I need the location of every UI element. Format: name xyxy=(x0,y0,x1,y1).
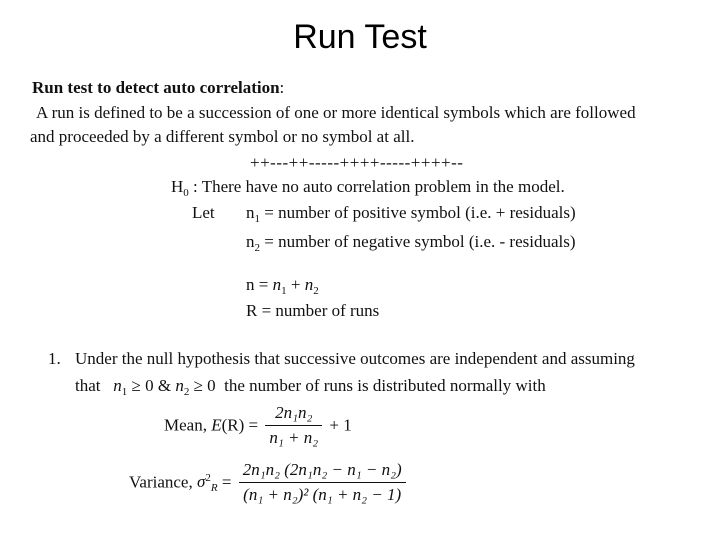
n2-symbol: n xyxy=(246,232,255,251)
n1-definition xyxy=(246,203,576,225)
mean-formula xyxy=(164,403,352,448)
condition-n1: n xyxy=(113,376,122,395)
n-sum-term-b-sub: 2 xyxy=(313,285,319,297)
condition-n1-relation: ≥ 0 & xyxy=(131,376,172,395)
slide-title: Run Test xyxy=(293,18,427,56)
mean-func: E xyxy=(211,415,222,435)
run-sequence: ++---++-----++++-----++++-- xyxy=(250,153,464,172)
let-label: Let xyxy=(192,203,215,222)
n-sum-term-a: n xyxy=(272,275,282,294)
condition-n1-sub: 1 xyxy=(121,386,128,398)
variance-label: Variance, xyxy=(129,472,193,492)
intro-heading-colon: : xyxy=(279,78,285,97)
mean-fraction xyxy=(265,403,322,448)
n1-text: = number of positive symbol (i.e. + residuals) xyxy=(264,203,576,222)
mean-arg: (R) = xyxy=(221,415,259,435)
n1-symbol: n xyxy=(246,203,255,222)
n2-text: = number of negative symbol (i.e. - residuals) xyxy=(264,232,576,251)
intro-heading: Run test to detect auto correlation xyxy=(32,78,280,97)
variance-symbol-sup: 2 xyxy=(205,471,211,484)
n1-symbol-sub: 1 xyxy=(254,213,260,225)
mean-denominator: n₁ + n₂ xyxy=(269,428,319,447)
intro-line-1: A run is defined to be a succession of one or more identical symbols which are followed xyxy=(36,103,636,122)
intro-heading-line xyxy=(32,78,284,98)
n-sum-lhs: n = xyxy=(246,275,269,294)
point-1-line-2-rest: the number of runs is distributed normally with xyxy=(224,376,546,395)
variance-fraction xyxy=(239,460,406,505)
hypothesis-text: : There have no auto correlation problem in the model. xyxy=(193,177,565,196)
variance-symbol-sub: R xyxy=(210,481,218,494)
point-1-line-2 xyxy=(75,376,546,398)
condition-n2-sub: 2 xyxy=(183,386,190,398)
point-1-that: that xyxy=(75,376,101,395)
condition-n2: n xyxy=(175,376,184,395)
mean-label: Mean, xyxy=(164,415,207,435)
point-1-number: 1. xyxy=(48,349,61,368)
n-sum-definition xyxy=(246,275,319,297)
variance-eq: = xyxy=(221,472,232,492)
n-sum-term-b: n xyxy=(304,275,314,294)
hypothesis-label-sub: 0 xyxy=(183,187,189,199)
intro-line-2: and proceeded by a different symbol or no symbol at all. xyxy=(30,127,415,146)
variance-denominator: (n₁ + n₂)² (n₁ + n₂ − 1) xyxy=(243,485,402,504)
n2-symbol-sub: 2 xyxy=(254,242,260,254)
variance-formula xyxy=(129,460,409,505)
mean-numerator: 2n₁n₂ xyxy=(265,403,322,426)
n-sum-term-a-sub: 1 xyxy=(281,285,287,297)
null-hypothesis xyxy=(171,177,565,199)
hypothesis-label: H xyxy=(171,177,184,196)
variance-symbol: σ xyxy=(196,471,206,491)
mean-tail: + 1 xyxy=(329,415,352,435)
n-sum-plus: + xyxy=(290,275,301,294)
variance-numerator: 2n₁n₂ (2n₁n₂ − n₁ − n₂) xyxy=(239,460,406,483)
n2-definition xyxy=(246,232,576,254)
point-1-line-1: Under the null hypothesis that successive outcomes are independent and assuming xyxy=(75,349,635,368)
condition-n2-relation: ≥ 0 xyxy=(193,376,216,395)
r-definition: R = number of runs xyxy=(246,301,380,320)
